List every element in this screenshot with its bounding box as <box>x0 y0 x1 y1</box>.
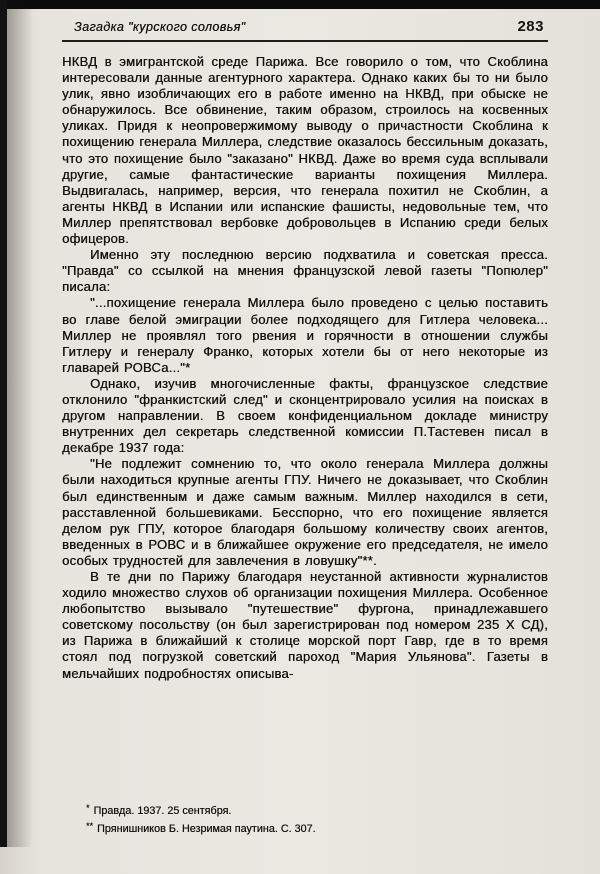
footnotes <box>62 801 548 837</box>
scan-edge-left <box>0 0 7 847</box>
footnote-text: Прянишников Б. Незримая паутина. С. 307. <box>97 823 316 835</box>
paragraph: Именно эту последнюю версию подхватила и советская пресса. "Правда" со ссылкой на мнения французской левой газеты "Попюлер" писала: <box>62 247 548 295</box>
page-number: 283 <box>517 18 544 35</box>
footnote-text: Правда. 1937. 25 сентября. <box>93 805 232 817</box>
running-title: Загадка "курского соловья" <box>74 20 246 34</box>
footnote <box>86 819 548 837</box>
header-rule <box>62 40 548 42</box>
scan-edge-left-shadow <box>7 0 33 847</box>
paragraph: "Не подлежит сомнению то, что около генерала Миллера должны были находиться крупные агенты ГПУ. Ничего не доказывает, что Скоблин был единственным и даже самым важным. Миллер находился в сети, расставленной большевиками. Бесспорно, что его похищение является делом рук ГПУ, которое благодаря большому количеству своих агентов, введенных в РОВС и в ближайшее окружение его председателя, не имело особых трудностей для завлечения в ловушку"**. <box>62 456 548 568</box>
body-text <box>62 54 548 792</box>
page-header <box>62 16 548 40</box>
paragraph: "...похищение генерала Миллера было проведено с целью поставить во главе белой эмиграции более подходящего для Гитлера человека... Миллер не проявлял того рвения и горячности в отношении службы Гитлеру и генералу Франко, которых хотели бы от него некоторые из главарей РОВСа..."* <box>62 295 548 375</box>
footnote-marker: ** <box>86 821 94 831</box>
paragraph: Однако, изучив многочисленные факты, французское следствие отклонило "франкистский след" и сконцентрировало усилия на поисках в другом направлении. В своем конфиденциальном докладе министру внутренних дел секретарь следственной комиссии П.Тастевен писал в декабре 1937 года: <box>62 375 548 456</box>
footnote <box>86 801 548 819</box>
scan-edge-top <box>0 0 600 9</box>
paragraph: НКВД в эмигрантской среде Парижа. Все говорило о том, что Скоблина интересовали данные агентурного характера. Однако каких бы то ни было улик, явно изобличающих его в работе именно на НКВД, при обыске не обнаружилось. Все обвинение, таким образом, строилось на косвенных уликах. Придя к неопровержимому выводу о причастности Скоблина к похищению генерала Миллера, следствие оказалось бессильным доказать, что это похищение было "заказано" НКВД. Даже во время суда всплывали другие, самые фантастические варианты похищения Миллера. Выдвигалась, например, версия, что генерала похитил не Скоблин, а агенты НКВД в Испании или испанские фашисты, недовольные тем, что Миллер препятствовал вербовке добровольцев в Испанию среди белых офицеров. <box>62 54 548 247</box>
footnote-marker: * <box>86 803 90 813</box>
paragraph: В те дни по Парижу благодаря неустанной активности журналистов ходило множество слухов об организации похищения Миллера. Особенное любопытство вызывало "путешествие" фургона, принадлежавшего советскому посольству (он был зарегистрирован под номером 235 X СД), из Парижа в ближайший к столице морской порт Гавр, где в то время стоял под погрузкой советский пароход "Мария Ульянова". Газеты в мельчайших подробностях описыва- <box>62 569 548 681</box>
page-content <box>62 16 548 866</box>
